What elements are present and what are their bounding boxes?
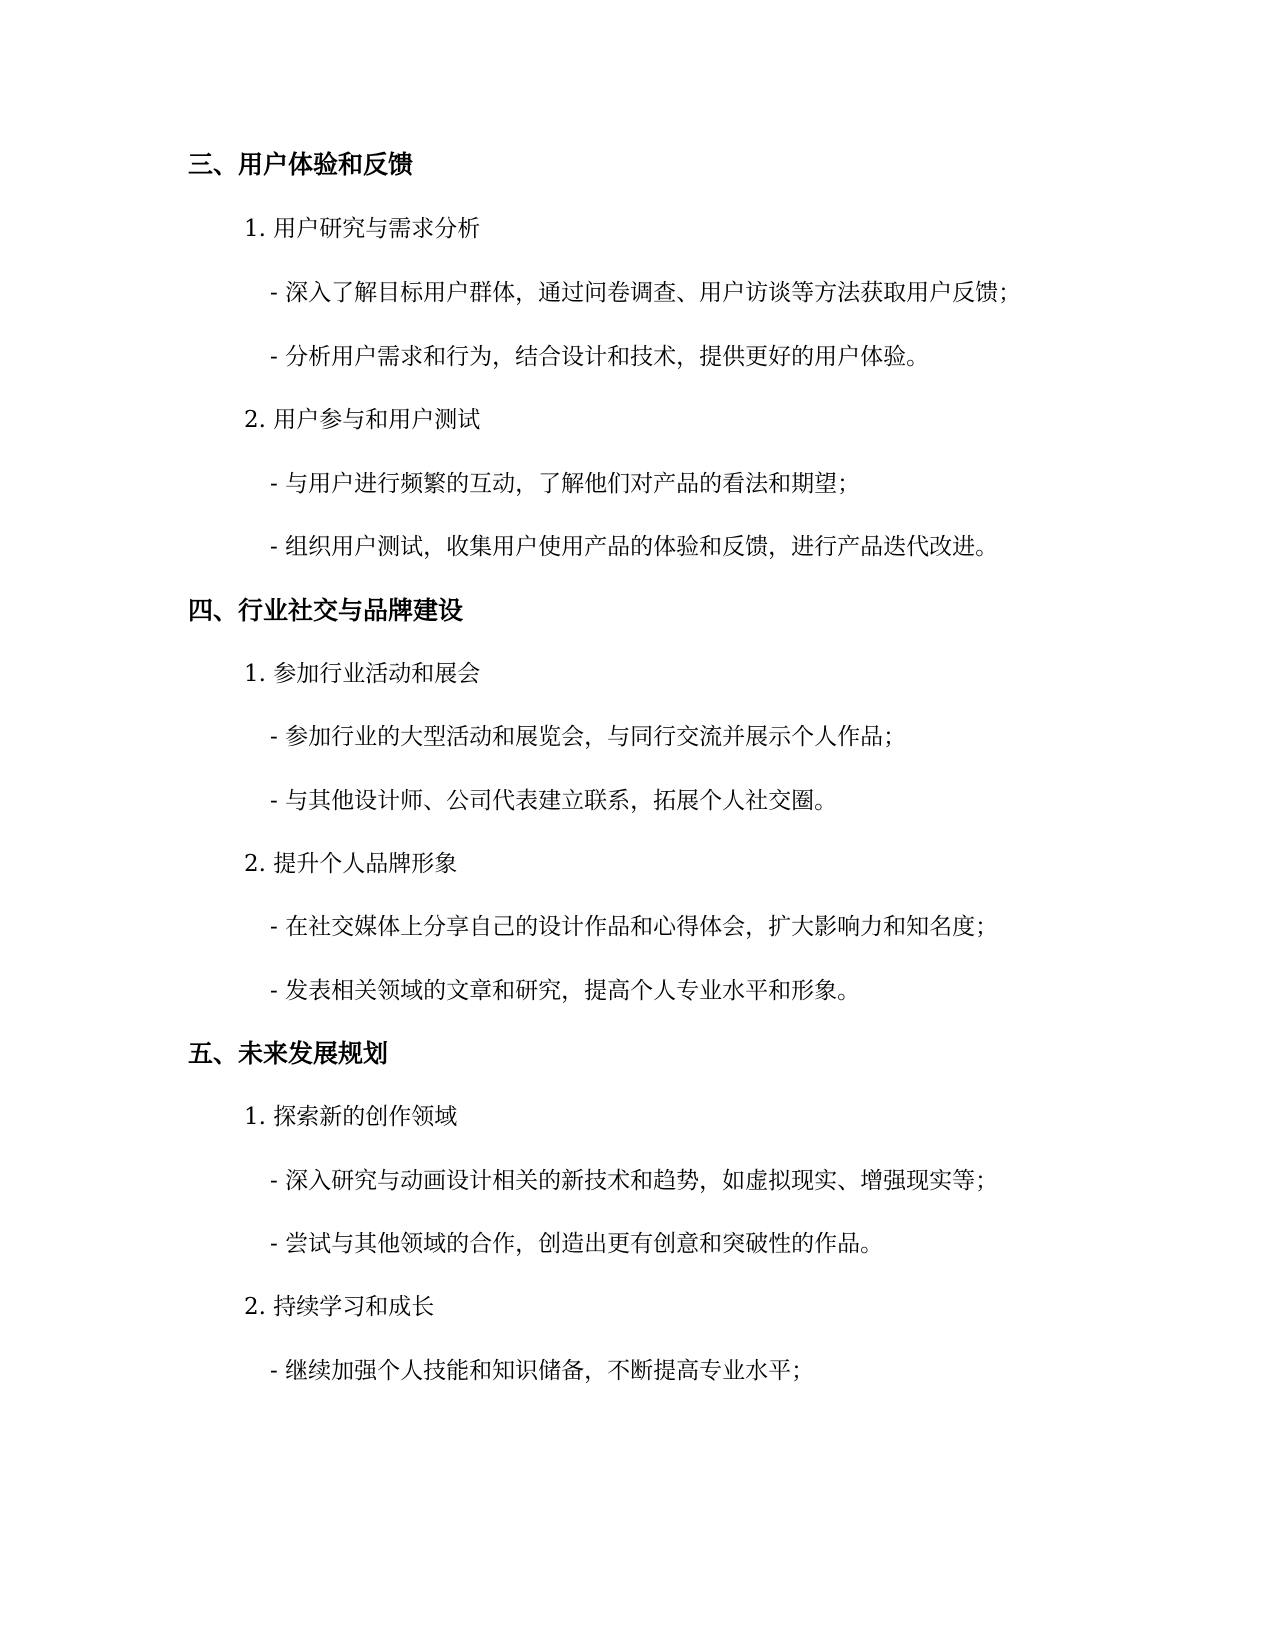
- subsection-title: 1. 参加行业活动和展会: [244, 661, 481, 687]
- subsection-title: 2. 提升个人品牌形象: [244, 851, 458, 877]
- section-heading: 四、行业社交与品牌建设: [188, 596, 464, 625]
- bullet-item: - 与用户进行频繁的互动，了解他们对产品的看法和期望；: [270, 471, 861, 497]
- subsection-title: 2. 用户参与和用户测试: [244, 407, 481, 433]
- bullet-item: - 深入了解目标用户群体，通过问卷调查、用户访谈等方法获取用户反馈；: [270, 280, 1022, 306]
- subsection-title: 2. 持续学习和成长: [244, 1294, 435, 1320]
- bullet-item: - 深入研究与动画设计相关的新技术和趋势，如虚拟现实、增强现实等；: [270, 1168, 999, 1194]
- section-heading: 五、未来发展规划: [188, 1039, 389, 1068]
- bullet-item: - 分析用户需求和行为，结合设计和技术，提供更好的用户体验。: [270, 344, 930, 370]
- section-heading: 三、用户体验和反馈: [188, 150, 414, 179]
- bullet-item: - 继续加强个人技能和知识储备，不断提高专业水平；: [270, 1358, 815, 1384]
- bullet-item: - 尝试与其他领域的合作，创造出更有创意和突破性的作品。: [270, 1231, 884, 1257]
- bullet-item: - 与其他设计师、公司代表建立联系，拓展个人社交圈。: [270, 788, 838, 814]
- bullet-item: - 参加行业的大型活动和展览会，与同行交流并展示个人作品；: [270, 724, 907, 750]
- bullet-item: - 发表相关领域的文章和研究，提高个人专业水平和形象。: [270, 978, 861, 1004]
- subsection-title: 1. 探索新的创作领域: [244, 1104, 458, 1130]
- bullet-item: - 在社交媒体上分享自己的设计作品和心得体会，扩大影响力和知名度；: [270, 914, 999, 940]
- subsection-title: 1. 用户研究与需求分析: [244, 216, 481, 242]
- bullet-item: - 组织用户测试，收集用户使用产品的体验和反馈，进行产品迭代改进。: [270, 534, 999, 560]
